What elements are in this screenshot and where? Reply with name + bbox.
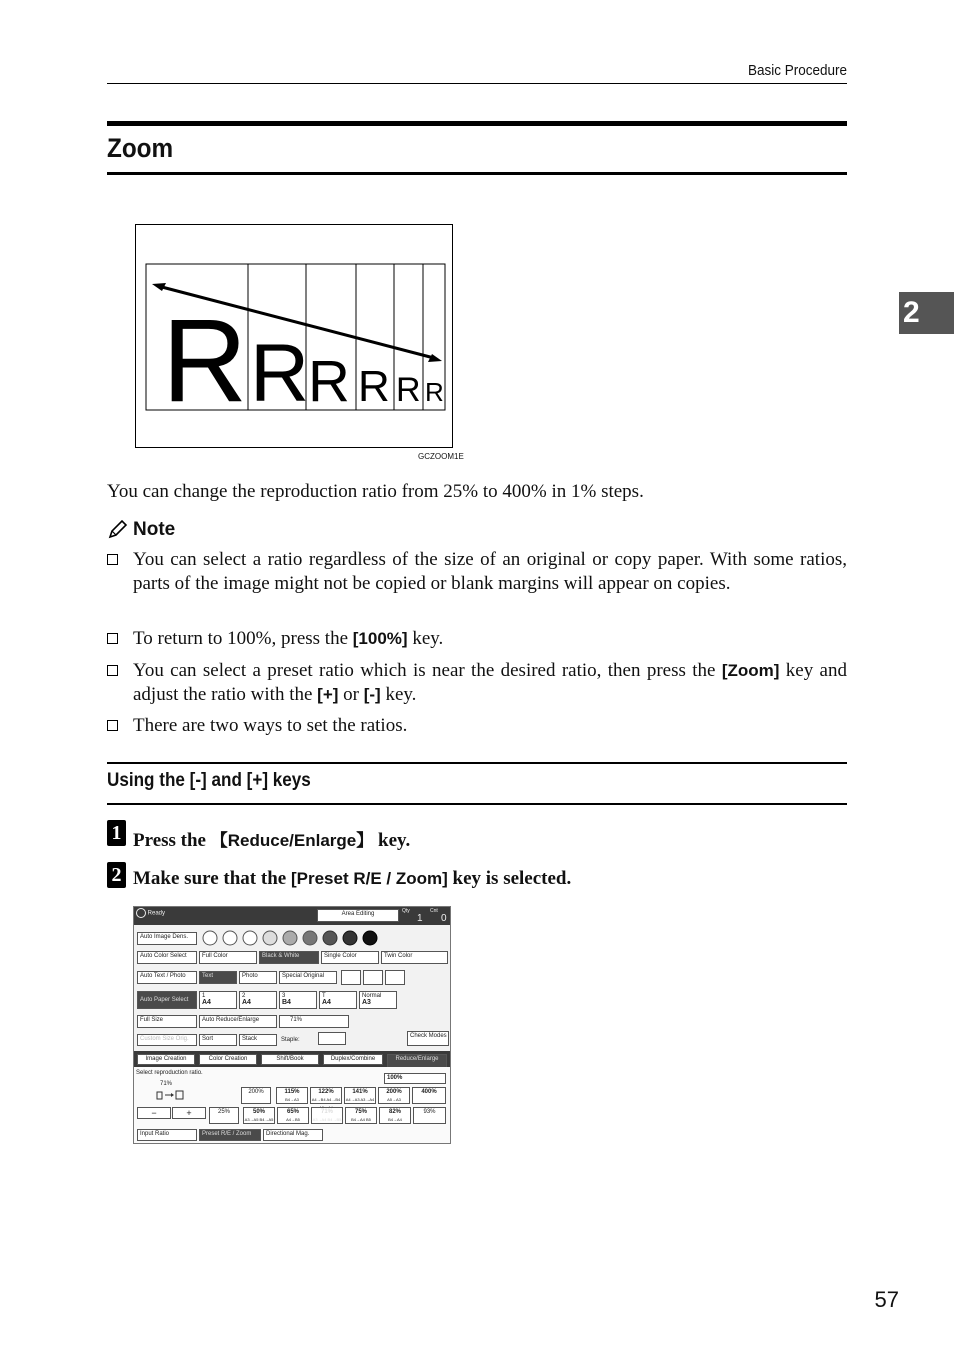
bypass-tray-button[interactable]: T A4 [319,991,357,1009]
pencil-icon [107,518,129,545]
note-item-2: To return to 100%, press the [100%] key. [107,627,847,651]
staple-label: Staple: [281,1037,300,1043]
status-text: Ready [147,910,166,917]
preset-ratio-enlarge-3[interactable]: 122% A4→B4 A4→B4 [311,1089,341,1102]
sort-button[interactable]: Sort [199,1034,237,1046]
plus-button[interactable]: + [172,1107,206,1119]
large-capacity-tray-button[interactable]: Normal A3 [359,991,397,1009]
tab-color-creation[interactable]: Color Creation [199,1054,257,1065]
preset-ratio-reduce-5[interactable]: 75% B4→A4 B5 [345,1107,377,1124]
custom-size-original-button[interactable]: Custom Size Orig. [137,1034,197,1046]
density-scale[interactable] [202,929,382,949]
original-orientation-icon-3[interactable] [385,970,405,985]
select-ratio-label: Select reproduction ratio. [136,1070,203,1076]
directional-mag-button[interactable]: Directional Mag. [263,1129,323,1141]
header-rule [107,83,847,84]
preset-ratio-enlarge-5[interactable]: 200% A5→A3 [378,1087,410,1104]
ratio-display: 71% [279,1015,349,1028]
full-color-button[interactable]: Full Color [199,951,257,964]
preset-ratio-reduce-7[interactable]: 93% [413,1107,446,1124]
auto-paper-select-button[interactable]: Auto Paper Select [137,991,197,1009]
paper-tray-2-button[interactable]: 2 A4 [239,991,277,1009]
step-number-1: 1 [107,820,126,846]
preset-ratio-reduce-3[interactable]: 65% A4→B5 [277,1107,309,1124]
original-orientation-icon-2[interactable] [363,970,383,985]
letter-r-6: R [425,377,444,407]
letter-r-2: R [250,328,310,419]
auto-reduce-enlarge-button[interactable]: Auto Reduce/Enlarge [199,1015,277,1028]
auto-text-photo-button[interactable]: Auto Text / Photo [137,971,197,984]
paper-tray-3-button[interactable]: 3 B4 [279,991,317,1009]
original-orientation-icon-1[interactable] [341,970,361,985]
zoom-illustration [135,224,453,448]
note-item-4: There are two ways to set the ratios. [107,714,847,738]
ratio-entry-field[interactable]: 100% [384,1073,446,1084]
step-1-text: Press the 【Reduce/Enlarge】 key. [133,830,411,851]
preset-ratio-reduce-6[interactable]: 82% B4→A4 [379,1107,411,1124]
preset-ratio-enlarge-1[interactable]: 200% [241,1087,271,1104]
note-label: Note [133,519,176,540]
key-plus: [+] [317,685,339,704]
key-100: [100%] [352,629,408,648]
input-ratio-button[interactable]: Input Ratio [137,1129,197,1141]
arrow-head-right [428,354,442,362]
checkbox-bullet-icon [107,665,118,676]
zoom-diagram-svg [136,225,452,447]
preset-ratio-enlarge-4[interactable]: 141% A4→A3 A3→A4 [345,1089,375,1102]
check-modes-button[interactable]: Check Modes [407,1031,449,1046]
copier-control-panel [133,906,451,1144]
chapter-tab: 2 [899,292,954,334]
key-minus: [-] [363,685,381,704]
tab-reduce-enlarge[interactable]: Reduce/Enlarge [387,1054,447,1067]
checkbox-bullet-icon [107,633,118,644]
note-item-3: You can select a preset ratio which is near the desired ratio, then press the [Zoom] key and adjust the ratio with the [+] or [-] key. [107,659,847,707]
stack-button[interactable]: Stack [239,1034,277,1046]
text-mode-button[interactable]: Text [199,971,237,984]
step-number-2: 2 [107,862,126,888]
preset-ratio-enlarge-2[interactable]: 115% B4→A3 [276,1087,308,1104]
single-color-button[interactable]: Single Color [321,951,379,964]
running-header: Basic Procedure [747,62,847,79]
section-title: Using the [-] and [+] keys [107,770,311,791]
letter-r-4: R [358,362,390,411]
preset-zoom-button[interactable]: Preset R/E / Zoom [199,1129,261,1141]
preset-ratio-reduce-4[interactable]: 71% A3→A4 B4→B5 [312,1109,342,1122]
title-rule-bottom [107,172,847,175]
current-ratio: 71% [160,1081,173,1087]
checkbox-bullet-icon [107,720,118,731]
arrow-head-left [152,283,166,291]
photo-mode-button[interactable]: Photo [239,971,277,984]
key-preset-zoom: [Preset R/E / Zoom] [290,869,448,888]
preset-ratio-enlarge-6[interactable]: 400% [412,1087,446,1104]
staple-position-icon[interactable] [318,1032,346,1045]
preset-ratio-reduce-1[interactable]: 25% [209,1107,239,1124]
full-size-button[interactable]: Full Size [137,1015,197,1028]
twin-color-button[interactable]: Twin Color [381,951,448,964]
area-editing-button[interactable]: Area Editing [317,909,399,922]
figure-code: GCZOOM1E [418,452,464,461]
page-number: 57 [874,1287,899,1312]
qty-label: Qty [402,908,410,914]
count-value: 0 [441,913,447,924]
minus-button[interactable]: − [137,1107,171,1119]
paper-tray-1-button[interactable]: 1 A4 [199,991,237,1009]
auto-color-select-button[interactable]: Auto Color Select [137,951,197,964]
tab-shift-book[interactable]: Shift/Book [261,1054,319,1065]
section-rule-top [107,762,847,764]
enlarge-arrow-icon [156,1090,184,1100]
black-white-button[interactable]: Black & White [259,951,319,964]
letter-r-1: R [162,295,248,427]
key-reduce-enlarge: 【Reduce/Enlarge】 [210,831,374,850]
tab-duplex-combine[interactable]: Duplex/Combine [323,1054,383,1065]
auto-image-density-button[interactable]: Auto Image Dens. [137,932,197,945]
note-item-1: You can select a ratio regardless of the size of an original or copy paper. With some ratios, parts of the image might not be copied or blank margins will appear on copies. [107,548,847,596]
key-zoom: [Zoom] [721,661,780,680]
step-2-text: Make sure that the [Preset R/E / Zoom] key is selected. [133,868,572,889]
preset-ratio-reduce-2[interactable]: 50% A3→A5 B4→A5 [244,1109,274,1122]
checkbox-bullet-icon [107,554,118,565]
letter-r-3: R [308,349,350,414]
section-rule-bottom [107,803,847,805]
letter-r-5: R [396,371,421,409]
count-label: Cnt [430,908,438,914]
title-rule-top [107,121,847,126]
qty-value: 1 [417,913,423,924]
tab-image-creation[interactable]: Image Creation [137,1054,195,1065]
ready-icon [136,908,146,918]
special-original-button[interactable]: Special Original [279,971,337,984]
intro-paragraph: You can change the reproduction ratio from 25% to 400% in 1% steps. [107,481,644,502]
page-title: Zoom [107,133,174,163]
